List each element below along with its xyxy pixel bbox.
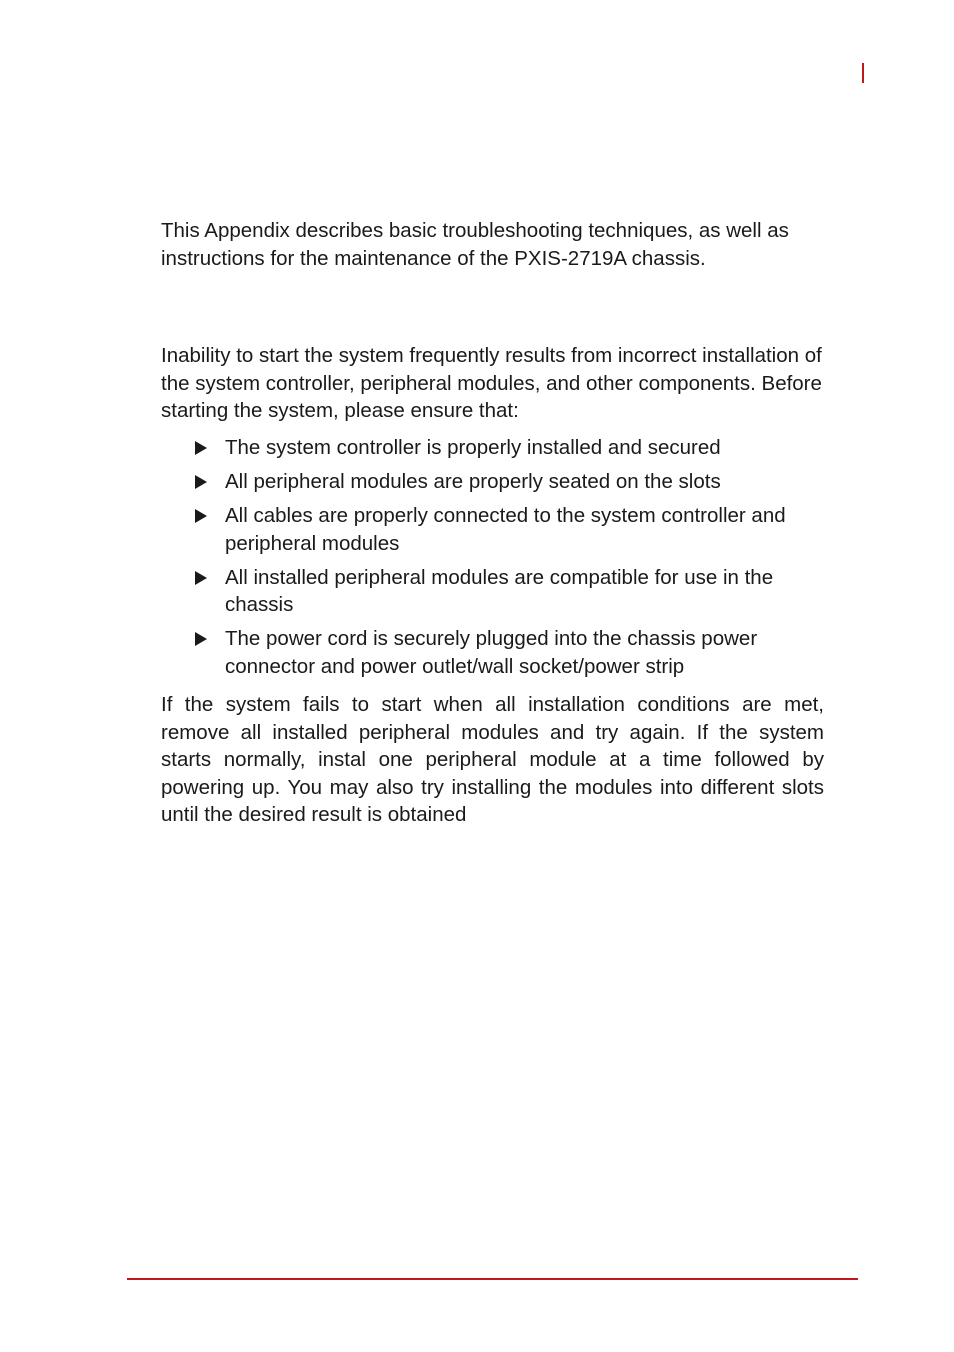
startup-paragraph: Inability to start the system frequently results from incorrect installation of the system controller, peripheral modules, and other components. Before starting the system, please ensure that: — [161, 344, 822, 422]
list-item-text: The power cord is securely plugged into the chassis power connector and power outlet/wall socket/power strip — [225, 627, 758, 678]
list-item — [193, 625, 825, 680]
intro-paragraph: This Appendix describes basic troubleshooting techniques, as well as instructions for the maintenance of the PXIS-2719A chassis. — [161, 219, 789, 270]
list-item-text: All peripheral modules are properly seated on the slots — [225, 470, 721, 493]
triangle-right-icon — [195, 632, 207, 646]
startup-checklist — [193, 434, 825, 687]
list-item — [193, 564, 825, 619]
footer-divider — [127, 1278, 858, 1280]
list-item-text: All installed peripheral modules are compatible for use in the chassis — [225, 565, 774, 616]
list-item — [193, 502, 825, 557]
triangle-right-icon — [195, 475, 207, 489]
list-item — [193, 468, 825, 496]
followup-paragraph: If the system fails to start when all installation conditions are met, remove all installed peripheral modules and try again. If the system starts normally, instal one peripheral module at a time followed by powering up. You may also try installing the modules into different slots until the desired result is obtained — [161, 693, 824, 826]
triangle-right-icon — [195, 571, 207, 585]
list-item-text: All cables are properly connected to the system controller and peripheral modules — [225, 504, 786, 555]
header-accent-mark — [862, 63, 864, 83]
triangle-right-icon — [195, 509, 207, 523]
triangle-right-icon — [195, 441, 207, 455]
list-item-text: The system controller is properly installed and secured — [225, 436, 721, 459]
list-item — [193, 434, 825, 462]
